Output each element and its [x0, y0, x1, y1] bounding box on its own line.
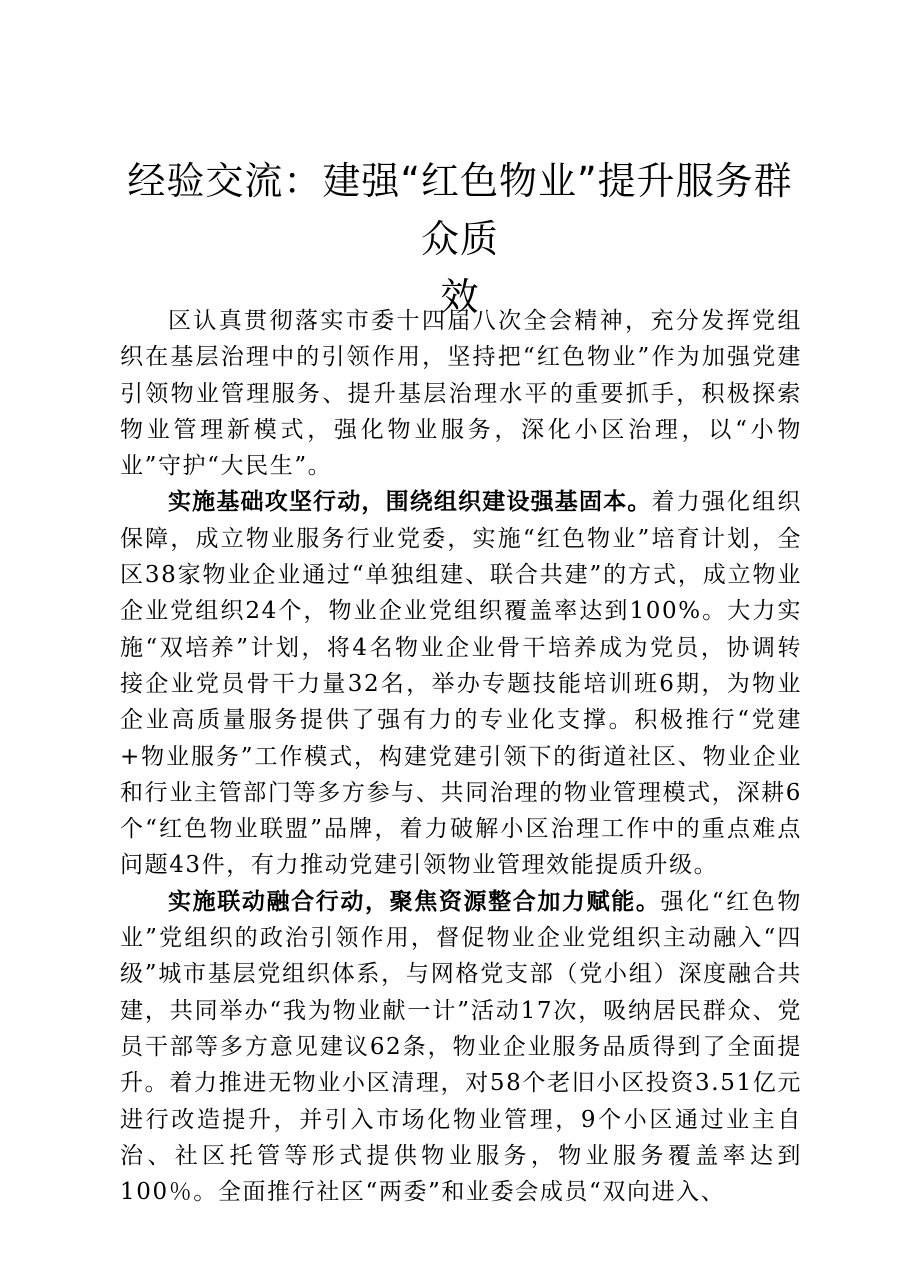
paragraph-intro — [120, 303, 802, 484]
paragraph-text: 着力强化组织保障，成立物业服务行业党委，实施“红色物业”培育计划，全区38家物业企业通过“单独组建、联合共建”的方式，成立物业企业党组织24个，物业企业党组织覆盖率达到100%。大力实施“双培养”计划，将4名物业企业骨干培养成为党员，协调转接企业党员骨干力量32名，举办专题技能培训班6期，为物业企业高质量服务提供了强有力的专业化支撑。积极推行“党建+物业服务”工作模式，构建党建引领下的街道社区、物业企业和行业主管部门等多方参与、共同治理的物业管理模式，深耕6个“红色物业联盟”品牌，着力破解小区治理工作中的重点难点问题43件，有力推动党建引领物业管理效能提质升级。 — [120, 489, 802, 879]
paragraph-text: 强化“红色物业”党组织的政治引领作用，督促物业企业党组织主动融入“四级”城市基层党组织体系，与网格党支部（党小组）深度融合共建，共同举办“我为物业献一计”活动17次，吸纳居民群众、党员干部等多方意见建议62条，物业企业服务品质得到了全面提升。着力推进无物业小区清理，对58个老旧小区投资3.51亿元进行改造提升，并引入市场化物业管理，9个小区通过业主自治、社区托管等形式提供物业服务，物业服务覆盖率达到100％。全面推行社区“两委”和业委会成员“双向进入、 — [120, 888, 803, 1206]
document-body — [120, 303, 802, 1210]
title-line-2: 效 — [440, 275, 480, 319]
paragraph-foundation — [120, 484, 802, 883]
paragraph-lead: 实施基础攻坚行动，围绕组织建设强基固本。 — [168, 489, 652, 516]
document-title — [110, 152, 810, 326]
paragraph-lead: 实施联动融合行动，聚焦资源整合加力赋能。 — [168, 888, 661, 915]
paragraph-text: 区认真贯彻落实市委十四届八次全会精神，充分发挥党组织在基层治理中的引领作用，坚持把“红色物业”作为加强党建引领物业管理服务、提升基层治理水平的重要抓手，积极探索物业管理新模式，强化物业服务，深化小区治理，以“小物业”守护“大民生”。 — [120, 308, 802, 480]
paragraph-integration — [120, 884, 802, 1211]
title-line-1: 经验交流：建强“红色物业”提升服务群众质 — [127, 159, 793, 261]
